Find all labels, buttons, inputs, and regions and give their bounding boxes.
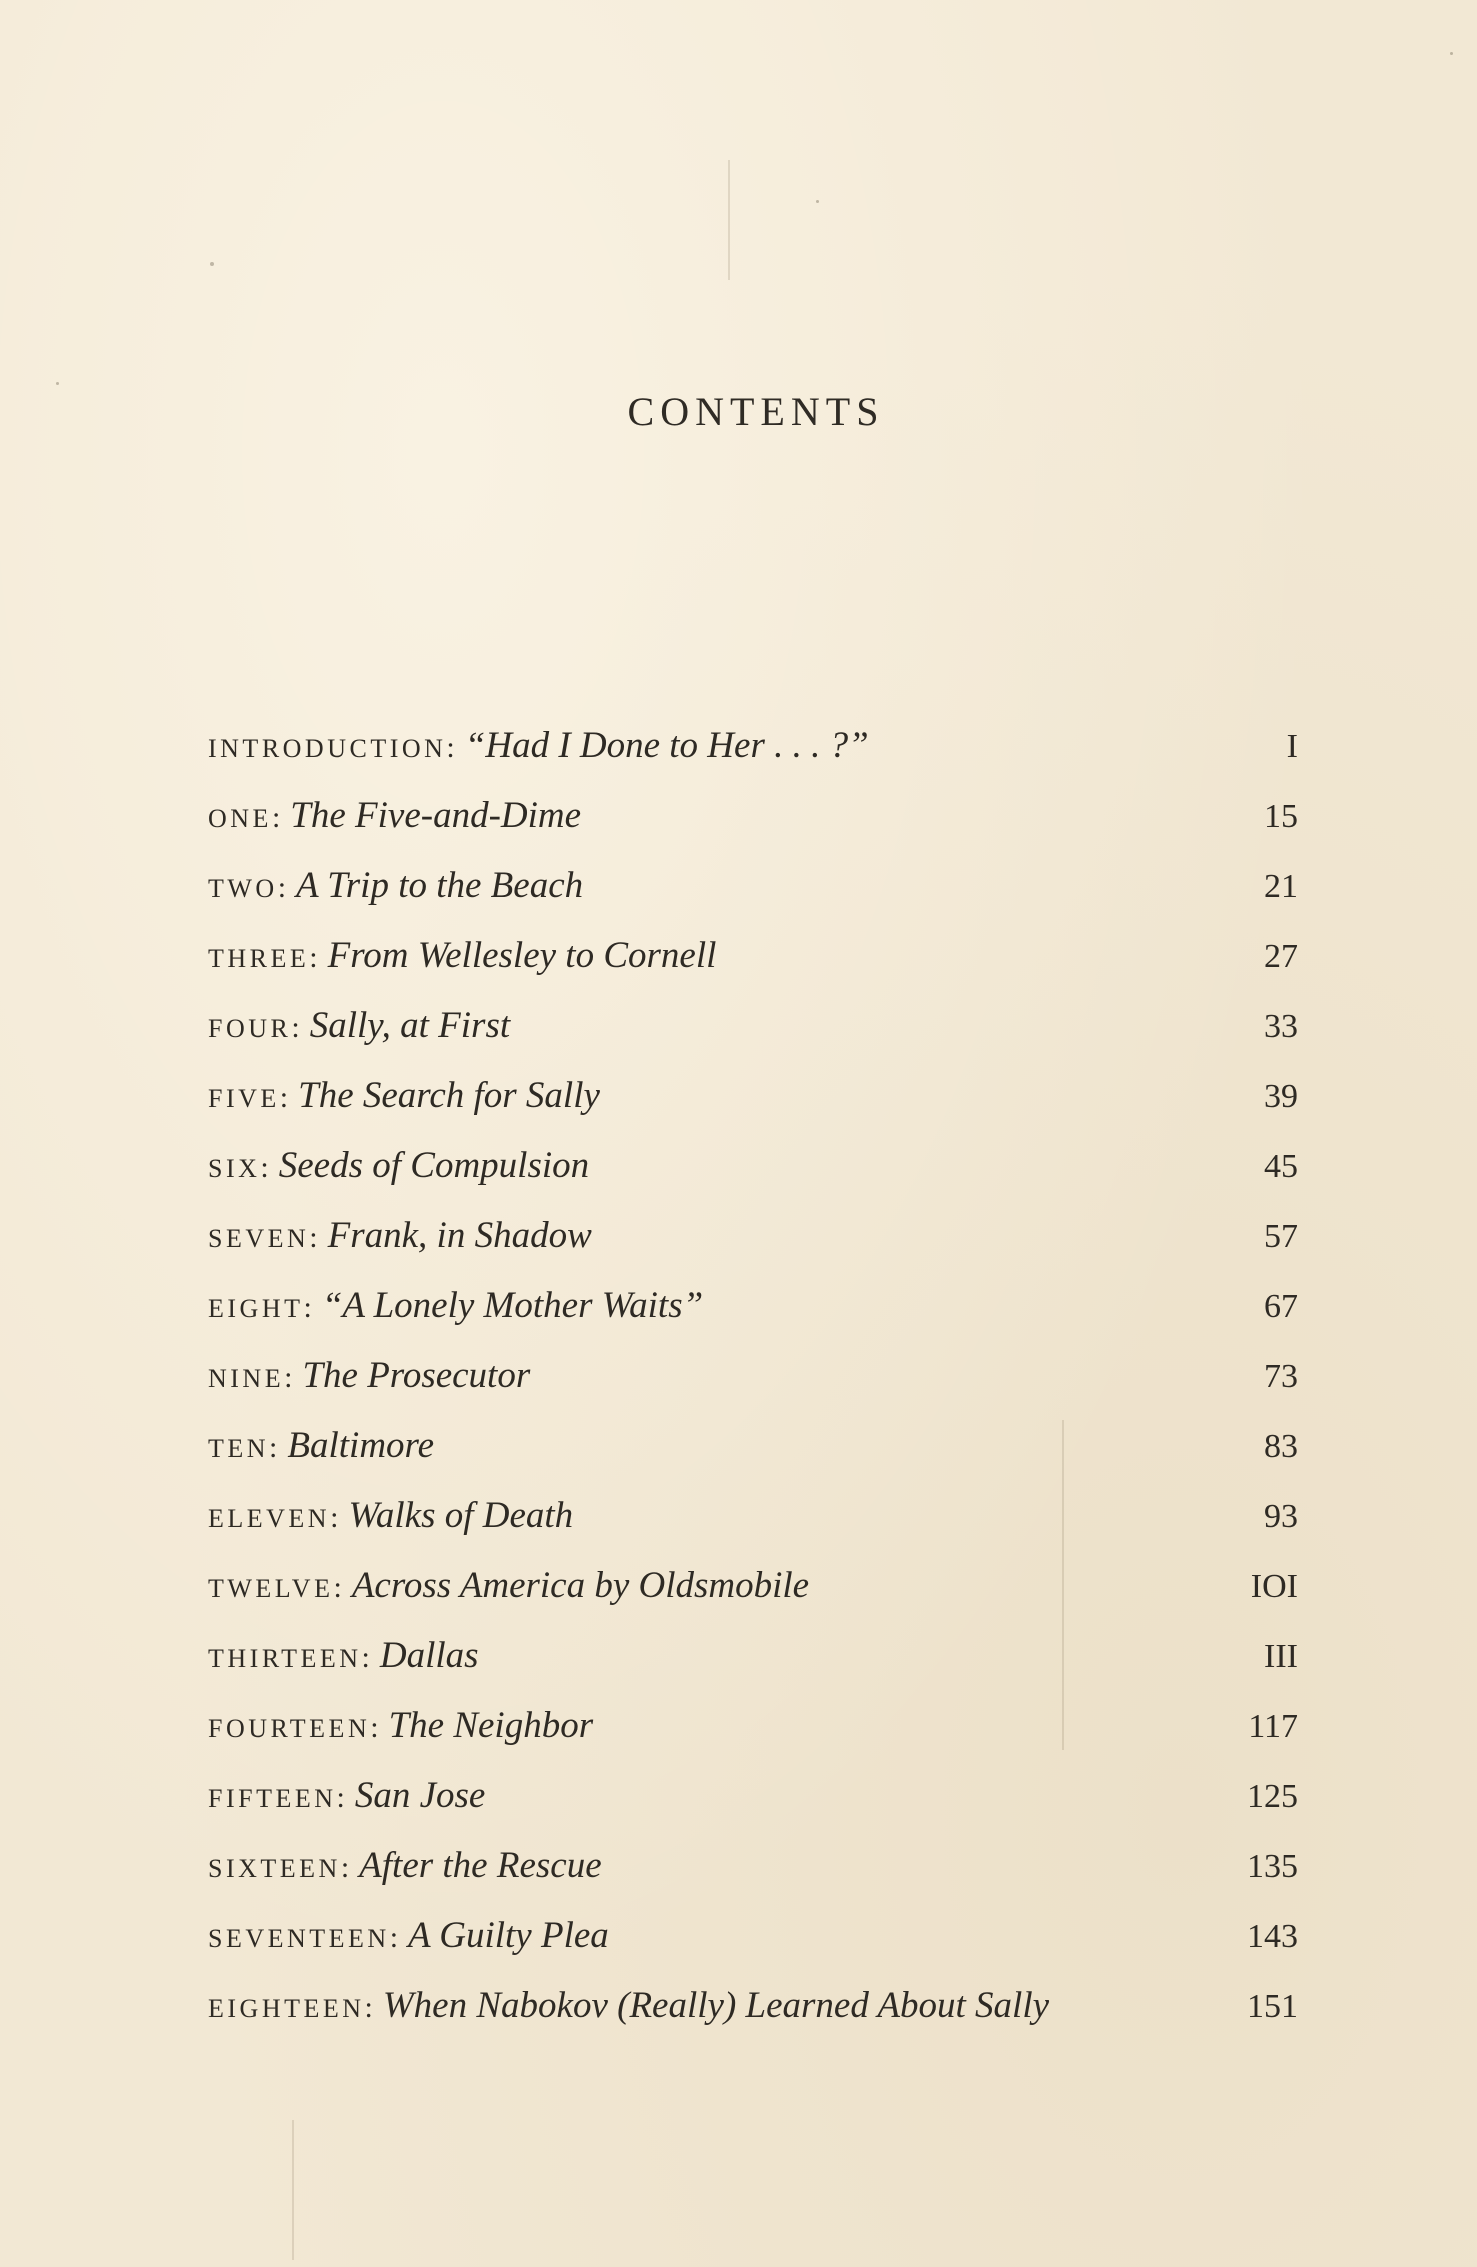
chapter-title: Across America by Oldsmobile <box>351 1565 810 1606</box>
toc-entry-text <box>208 1564 809 1607</box>
toc-entry-text <box>208 1494 573 1537</box>
chapter-title: After the Rescue <box>359 1845 602 1886</box>
separator: : <box>284 1361 293 1394</box>
separator: : <box>364 1991 373 2024</box>
page-number: 117 <box>1248 1708 1298 1745</box>
page-number: 27 <box>1264 938 1298 975</box>
toc-entry-text <box>208 1844 602 1887</box>
chapter-title: Walks of Death <box>348 1495 574 1536</box>
separator: : <box>269 1431 278 1464</box>
page-number: 93 <box>1264 1498 1298 1535</box>
page-title: CONTENTS <box>627 389 885 434</box>
chapter-title: “A Lonely Mother Waits” <box>321 1285 704 1326</box>
chapter-title: The Five-and-Dime <box>290 795 582 836</box>
chapter-title: A Trip to the Beach <box>296 865 584 906</box>
chapter-title: When Nabokov (Really) Learned About Sally <box>382 1985 1050 2026</box>
chapter-label: ELEVEN <box>208 1504 331 1533</box>
chapter-title: Sally, at First <box>309 1005 511 1046</box>
toc-entry-text <box>208 1774 485 1817</box>
page-number: 57 <box>1264 1218 1298 1255</box>
toc-entry <box>208 864 1298 934</box>
toc-entry <box>208 1354 1298 1424</box>
separator: : <box>361 1641 370 1674</box>
separator: : <box>389 1921 399 1954</box>
page-number: 67 <box>1264 1288 1298 1325</box>
chapter-title: Baltimore <box>287 1425 434 1466</box>
chapter-label: SEVENTEEN <box>208 1924 390 1953</box>
toc-entry-text <box>208 1004 510 1047</box>
chapter-title: “Had I Done to Her . . . ?” <box>464 725 869 766</box>
toc-entry <box>208 1634 1298 1704</box>
separator: : <box>291 1011 300 1044</box>
toc-entry <box>208 1494 1298 1564</box>
chapter-label: SIX <box>208 1154 261 1183</box>
page-number: 73 <box>1264 1358 1298 1395</box>
separator: : <box>340 1851 350 1884</box>
paper-scratch <box>728 160 730 280</box>
page-number: 15 <box>1264 798 1298 835</box>
chapter-title: Frank, in Shadow <box>327 1215 592 1256</box>
toc-entry-text <box>208 1284 703 1327</box>
toc-entry-text <box>208 1074 600 1117</box>
toc-entry-text <box>208 864 583 907</box>
toc-entry-text <box>208 1704 593 1747</box>
table-of-contents <box>208 724 1298 2054</box>
toc-entry <box>208 1984 1298 2054</box>
separator: : <box>330 1501 339 1534</box>
paper-speck <box>56 382 59 385</box>
paper-speck <box>816 200 819 203</box>
toc-entry-text <box>208 934 716 977</box>
chapter-label: TWELVE <box>208 1574 334 1603</box>
page-number: 33 <box>1264 1008 1298 1045</box>
toc-entry-text <box>208 1914 609 1957</box>
toc-entry <box>208 934 1298 1004</box>
toc-entry <box>208 1214 1298 1284</box>
toc-entry-text <box>208 1214 592 1257</box>
chapter-title: From Wellesley to Cornell <box>327 935 717 976</box>
page-number: III <box>1264 1638 1298 1675</box>
toc-entry-text <box>208 1144 589 1187</box>
chapter-title: The Search for Sally <box>298 1075 600 1116</box>
separator: : <box>333 1571 342 1604</box>
chapter-label: NINE <box>208 1364 285 1393</box>
paper-scratch <box>292 2120 294 2260</box>
chapter-title: The Neighbor <box>388 1705 594 1746</box>
chapter-label: THREE <box>208 944 310 973</box>
chapter-label: SIXTEEN <box>208 1854 341 1883</box>
separator: : <box>370 1711 379 1744</box>
toc-entry-text <box>208 1984 1049 2027</box>
toc-entry <box>208 1704 1298 1774</box>
toc-entry <box>208 1004 1298 1074</box>
separator: : <box>309 1221 318 1254</box>
toc-entry <box>208 1564 1298 1634</box>
toc-entry-text <box>208 1424 434 1467</box>
chapter-label: ONE <box>208 804 272 833</box>
toc-entry <box>208 724 1298 794</box>
chapter-label: FIFTEEN <box>208 1784 337 1813</box>
chapter-title: San Jose <box>354 1775 486 1816</box>
separator: : <box>260 1151 269 1184</box>
page-number: 135 <box>1247 1848 1298 1885</box>
chapter-title: Seeds of Compulsion <box>278 1145 590 1186</box>
separator: : <box>309 941 318 974</box>
toc-entry <box>208 1284 1298 1354</box>
page-number: 21 <box>1264 868 1298 905</box>
chapter-label: FIVE <box>208 1084 280 1113</box>
toc-entry-text <box>208 724 869 767</box>
page-number: I <box>1286 728 1298 765</box>
separator: : <box>271 801 281 834</box>
page-number: 45 <box>1264 1148 1298 1185</box>
page-number: IOI <box>1250 1568 1298 1605</box>
chapter-title: The Prosecutor <box>302 1355 531 1396</box>
toc-entry <box>208 1144 1298 1214</box>
paper-speck <box>1450 52 1453 55</box>
chapter-label: SEVEN <box>208 1224 310 1253</box>
page-number: 143 <box>1247 1918 1298 1955</box>
separator: : <box>446 731 455 764</box>
page-number: 39 <box>1264 1078 1298 1115</box>
chapter-label: THIRTEEN <box>208 1644 362 1673</box>
page-number: 125 <box>1247 1778 1298 1815</box>
chapter-label: TEN <box>208 1434 270 1463</box>
paper-speck <box>210 262 214 266</box>
chapter-label: FOUR <box>208 1014 292 1043</box>
separator: : <box>336 1781 345 1814</box>
toc-entry <box>208 1844 1298 1914</box>
toc-entry <box>208 1914 1298 1984</box>
toc-entry <box>208 1424 1298 1494</box>
toc-entry-text <box>208 1354 530 1397</box>
chapter-label: TWO <box>208 874 278 903</box>
toc-entry <box>208 794 1298 864</box>
chapter-title: A Guilty Plea <box>408 1915 609 1956</box>
separator: : <box>277 871 287 904</box>
toc-entry-text <box>208 794 581 837</box>
chapter-title: Dallas <box>379 1635 479 1676</box>
chapter-label: EIGHT <box>208 1294 304 1323</box>
chapter-label: EIGHTEEN <box>208 1994 365 2023</box>
toc-entry <box>208 1774 1298 1844</box>
toc-entry <box>208 1074 1298 1144</box>
toc-entry-text <box>208 1634 479 1677</box>
page-number: 151 <box>1247 1988 1298 2025</box>
separator: : <box>279 1081 289 1114</box>
chapter-label: FOURTEEN <box>208 1714 371 1743</box>
chapter-label: INTRODUCTION <box>208 734 447 763</box>
separator: : <box>303 1291 312 1324</box>
page-number: 83 <box>1264 1428 1298 1465</box>
